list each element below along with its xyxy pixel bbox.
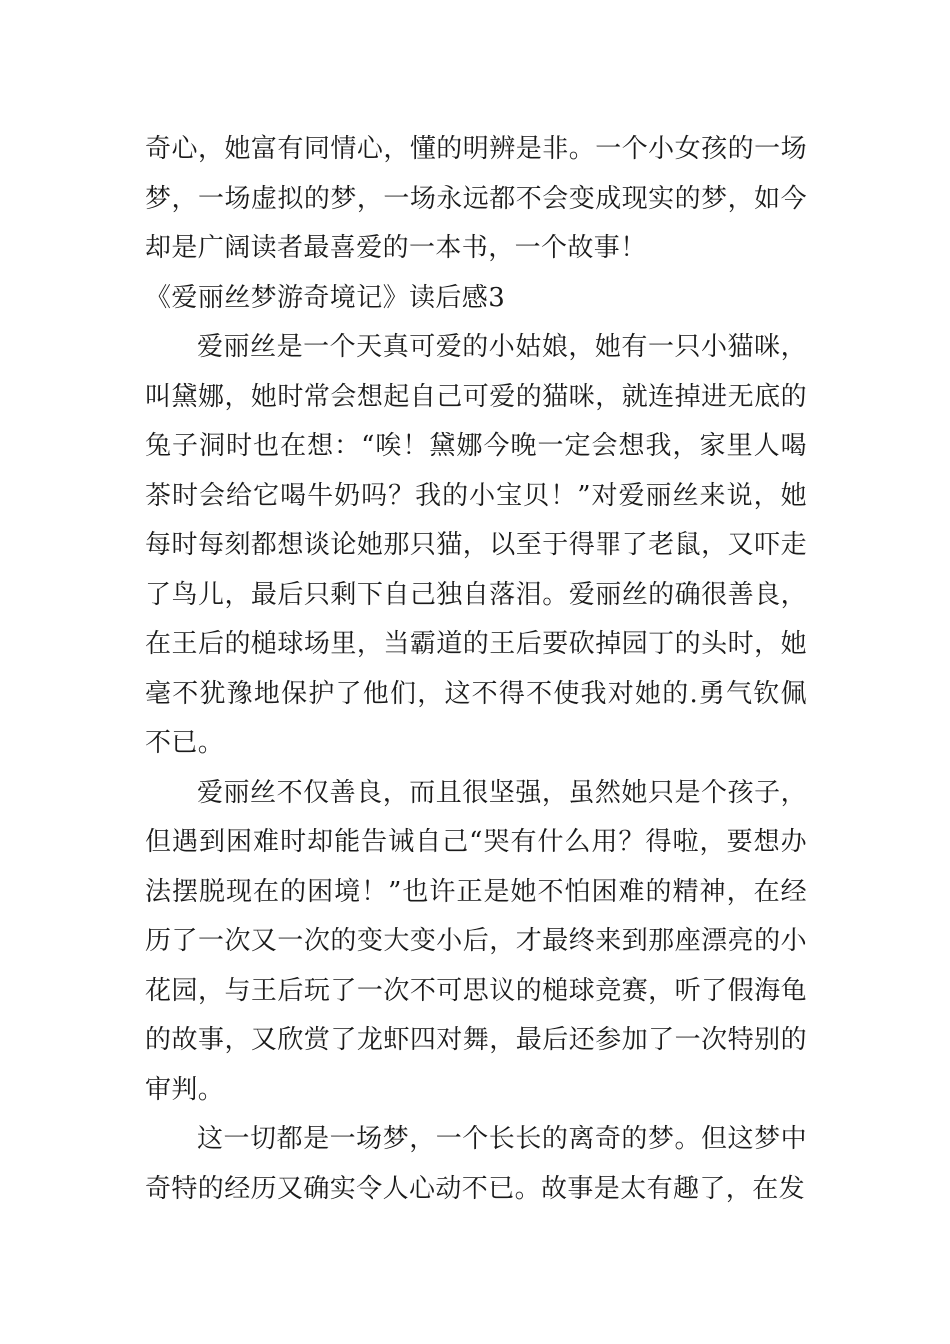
paragraph-2: 爱丽丝不仅善良，而且很坚强，虽然她只是个孩子，但遇到困难时却能告诫自己“哭有什么用？得啦，要想办法摆脱现在的困境！”也许正是她不怕困难的精神，在经历了一次又一次的变大变小后，才最终来到那座漂亮的小花园，与王后玩了一次不可思议的槌球竞赛，听了假海龟的故事，又欣赏了龙虾四对舞，最后还参加了一次特别的审判。 — [145, 777, 807, 1105]
paragraph-continued: 奇心，她富有同情心，懂的明辨是非。一个小女孩的一场梦，一场虚拟的梦，一场永远都不会变成现实的梦，如今却是广阔读者最喜爱的一本书，一个故事！ — [145, 134, 807, 263]
paragraph-3: 这一切都是一场梦，一个长长的离奇的梦。但这梦中奇特的经历又确实令人心动不已。故事是太有趣了，在发 — [145, 1124, 807, 1204]
document-page — [145, 125, 807, 1214]
section-heading: 《爱丽丝梦游奇境记》读后感3 — [145, 282, 506, 313]
paragraph-1: 爱丽丝是一个天真可爱的小姑娘，她有一只小猫咪，叫黛娜，她时常会想起自己可爱的猫咪，就连掉进无底的兔子洞时也在想：“唉！黛娜今晚一定会想我，家里人喝茶时会给它喝牛奶吗？我的小宝贝！”对爱丽丝来说，她每时每刻都想谈论她那只猫，以至于得罪了老鼠，又吓走了鸟儿，最后只剩下自己独自落泪。爱丽丝的确很善良，在王后的槌球场里，当霸道的王后要砍掉园丁的头时，她毫不犹豫地保护了他们，这不得不使我对她的.勇气钦佩不已。 — [145, 332, 807, 758]
